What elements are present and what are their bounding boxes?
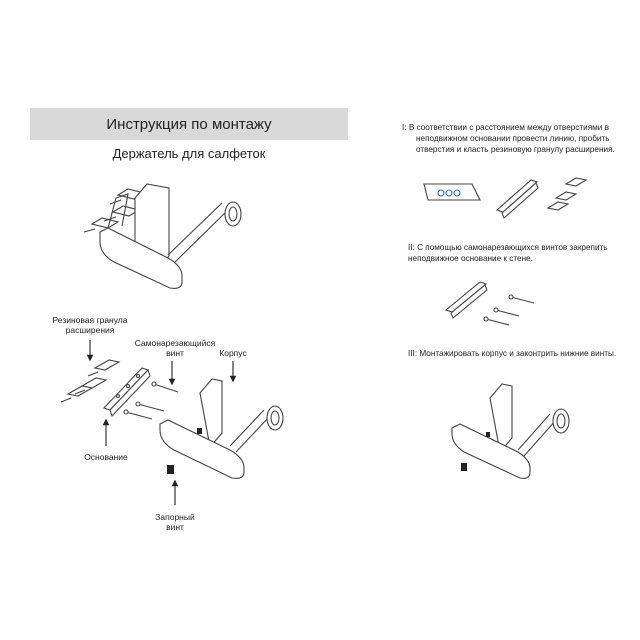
rubber-label-line2: расширения xyxy=(65,325,115,335)
body-part xyxy=(160,379,283,478)
lock-label-line1: Запорный xyxy=(155,512,195,522)
step3-graphics xyxy=(452,384,569,478)
lock-screw-small xyxy=(197,428,202,434)
step-2 xyxy=(408,242,623,264)
step-1-line2: неподвижном основании провести линию, пробить xyxy=(416,134,610,143)
page-title: Инструкция по монтажу xyxy=(106,115,272,133)
lock-label-line2: винт xyxy=(166,522,184,532)
screw-label-line1: Самонарезающийся xyxy=(134,338,216,348)
body-label: Корпус xyxy=(219,348,247,358)
step1-graphics xyxy=(424,178,586,218)
base-rail xyxy=(104,368,150,416)
step-1-line3: отверстия и класть резиновую гранулу расширения. xyxy=(416,145,615,154)
step2-graphics xyxy=(446,282,534,325)
rubber-anchor-label xyxy=(40,315,140,335)
holder-overview xyxy=(84,184,241,288)
step-3-line1: III: Монтажировать корпус и законтрить нижние винты. xyxy=(408,349,617,358)
base-label: Основание xyxy=(84,452,128,462)
rubber-label-line1: Резиновая гранула xyxy=(52,315,128,325)
screw-label-line2: винт xyxy=(166,348,184,358)
rubber-anchors xyxy=(61,360,119,402)
step-1 xyxy=(402,122,622,155)
step-2-line2: неподвижное основание к стене. xyxy=(408,254,533,263)
step-2-line1: II: С помощью самонарезающихся винтов закрепить xyxy=(408,243,608,252)
step-1-line1: I: В соответствии с расстоянием между отверстиями в xyxy=(402,123,609,132)
step-3 xyxy=(408,348,623,359)
lock-screw xyxy=(167,465,174,474)
lock-screw-label xyxy=(135,512,215,532)
page-subtitle: Держатель для салфеток xyxy=(112,146,266,161)
